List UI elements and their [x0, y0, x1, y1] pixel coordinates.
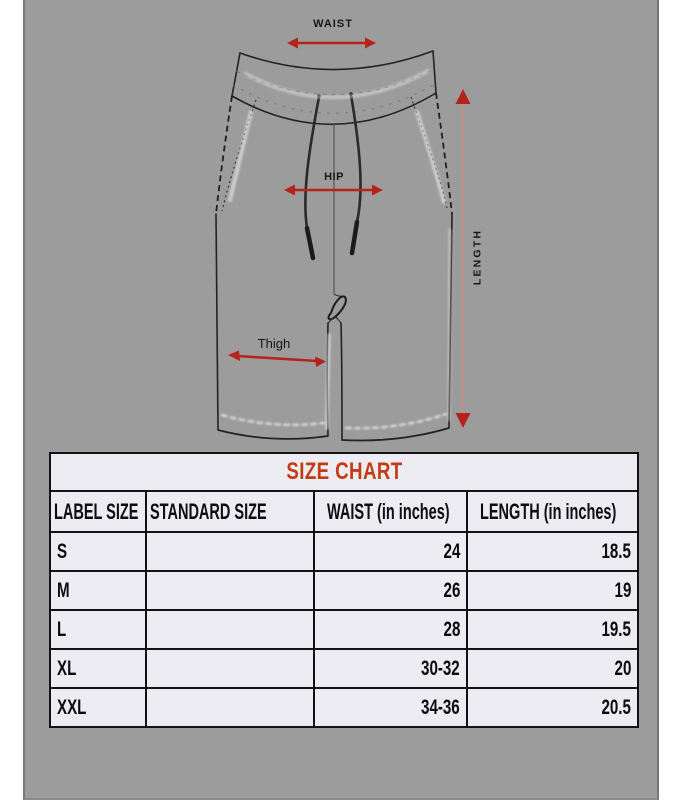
standard-cell: [146, 649, 314, 688]
size-label: M: [57, 578, 70, 602]
size-label: L: [57, 617, 67, 641]
shorts-outline: [216, 51, 452, 441]
length-value: 18.5: [601, 539, 631, 563]
length-cell: [467, 688, 638, 727]
label-cell: [50, 532, 146, 571]
column-header-row: [50, 491, 638, 532]
waist-cell: [314, 610, 467, 649]
col-header-standard-size: [146, 491, 314, 532]
size-row-xxl: [50, 688, 638, 727]
thigh-label: Thigh: [257, 336, 291, 351]
length-value: 20: [614, 656, 631, 680]
size-row-xl: [50, 649, 638, 688]
standard-cell: [146, 532, 314, 571]
col-header-waist-text: WAIST (in inches): [327, 498, 450, 524]
size-label: XL: [57, 656, 77, 680]
label-cell: [50, 688, 146, 727]
waist-cell: [314, 649, 467, 688]
col-header-waist: [314, 491, 467, 532]
length-label: LENGTH: [471, 228, 484, 286]
label-cell: [50, 571, 146, 610]
waist-cell: [314, 571, 467, 610]
size-chart-title: SIZE CHART: [285, 458, 403, 485]
size-chart-table: [49, 452, 639, 728]
length-cell: [467, 571, 638, 610]
waist-cell: [314, 532, 467, 571]
length-cell: [467, 532, 638, 571]
waist-arrow: [287, 38, 376, 49]
standard-cell: [146, 571, 314, 610]
standard-cell: [146, 610, 314, 649]
label-cell: [50, 649, 146, 688]
waist-label: WAIST: [313, 18, 353, 30]
length-value: 19.5: [601, 617, 631, 641]
standard-cell: [146, 688, 314, 727]
col-header-length-text: LENGTH (in inches): [480, 498, 617, 524]
waist-value: 34-36: [421, 695, 460, 719]
col-header-label-size: [50, 491, 146, 532]
length-value: 19: [614, 578, 631, 602]
length-value: 20.5: [601, 695, 631, 719]
size-chart: [49, 452, 637, 728]
length-arrow: [456, 89, 471, 428]
size-chart-title-cell: [50, 453, 638, 491]
hip-label: HIP: [324, 171, 344, 183]
thigh-arrow: [228, 351, 326, 368]
col-header-length: [467, 491, 638, 532]
waist-value: 24: [443, 539, 460, 563]
col-header-standard-size-text: STANDARD SIZE: [150, 498, 267, 524]
waist-cell: [314, 688, 467, 727]
col-header-label-size-text: LABEL SIZE: [54, 498, 139, 524]
size-chart-title-row: [50, 453, 638, 491]
waist-value: 30-32: [421, 656, 460, 680]
size-row-m: [50, 571, 638, 610]
size-label: XXL: [57, 695, 87, 719]
size-row-s: [50, 532, 638, 571]
label-cell: [50, 610, 146, 649]
size-row-l: [50, 610, 638, 649]
waist-value: 26: [443, 578, 460, 602]
waist-value: 28: [443, 617, 460, 641]
length-cell: [467, 610, 638, 649]
length-cell: [467, 649, 638, 688]
size-label: S: [57, 539, 68, 563]
